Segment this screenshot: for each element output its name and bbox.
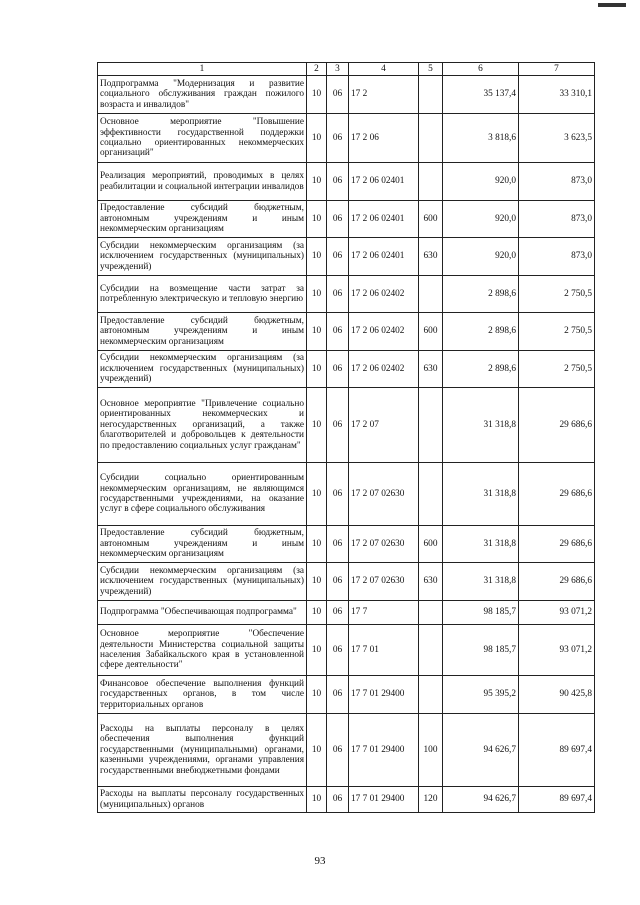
subsection-code: 06: [327, 563, 349, 601]
subsection-code: 06: [327, 276, 349, 313]
target-article-code: 17 2 06 02401: [349, 163, 419, 201]
expense-type-code: 630: [419, 238, 443, 276]
amount-col7: 89 697,4: [519, 714, 595, 787]
expense-type-code: 630: [419, 563, 443, 601]
section-code: 10: [307, 463, 327, 526]
amount-col7: 90 425,8: [519, 676, 595, 714]
amount-col6: 98 185,7: [443, 601, 519, 625]
expense-type-code: 120: [419, 787, 443, 813]
table-row: [98, 238, 595, 276]
row-name: Реализация мероприятий, проводимых в целях реабилитации и социальной интеграции инвалидов: [98, 163, 307, 201]
amount-col7: 29 686,6: [519, 526, 595, 563]
target-article-code: 17 2 06 02402: [349, 351, 419, 388]
table-row: [98, 313, 595, 351]
amount-col7: 873,0: [519, 201, 595, 238]
column-number-row: [98, 63, 595, 76]
table-row: [98, 163, 595, 201]
amount-col6: 95 395,2: [443, 676, 519, 714]
expense-type-code: [419, 76, 443, 114]
amount-col6: 2 898,6: [443, 276, 519, 313]
subsection-code: 06: [327, 601, 349, 625]
table-row: [98, 351, 595, 388]
column-header-7: 7: [519, 63, 595, 76]
table-row: [98, 601, 595, 625]
subsection-code: 06: [327, 351, 349, 388]
table-row: [98, 676, 595, 714]
row-name: Расходы на выплаты персоналу государственных (муниципальных) органов: [98, 787, 307, 813]
amount-col7: 3 623,5: [519, 114, 595, 163]
target-article-code: 17 2 07 02630: [349, 463, 419, 526]
table-row: [98, 276, 595, 313]
section-code: 10: [307, 313, 327, 351]
subsection-code: 06: [327, 526, 349, 563]
table-row: [98, 625, 595, 676]
expense-type-code: [419, 163, 443, 201]
amount-col6: 31 318,8: [443, 388, 519, 463]
amount-col6: 98 185,7: [443, 625, 519, 676]
amount-col7: 2 750,5: [519, 276, 595, 313]
target-article-code: 17 2 06 02401: [349, 201, 419, 238]
subsection-code: 06: [327, 388, 349, 463]
table-row: [98, 714, 595, 787]
amount-col6: 94 626,7: [443, 787, 519, 813]
row-name: Подпрограмма "Обеспечивающая подпрограмма": [98, 601, 307, 625]
subsection-code: 06: [327, 313, 349, 351]
table-row: [98, 563, 595, 601]
row-name: Субсидии на возмещение части затрат за потребленную электрическую и тепловую энергию: [98, 276, 307, 313]
subsection-code: 06: [327, 714, 349, 787]
row-name: Субсидии некоммерческим организациям (за исключением государственных (муниципальных) учреждений): [98, 563, 307, 601]
expense-type-code: 100: [419, 714, 443, 787]
amount-col7: 29 686,6: [519, 388, 595, 463]
budget-table: [97, 62, 595, 813]
row-name: Предоставление субсидий бюджетным, автономным учреждениям и иным некоммерческим организациям: [98, 526, 307, 563]
subsection-code: 06: [327, 163, 349, 201]
row-name: Подпрограмма "Модернизация и развитие социального обслуживания граждан пожилого возраста и инвалидов": [98, 76, 307, 114]
amount-col7: 29 686,6: [519, 563, 595, 601]
amount-col7: 2 750,5: [519, 313, 595, 351]
table-row: [98, 114, 595, 163]
expense-type-code: [419, 114, 443, 163]
amount-col6: 920,0: [443, 238, 519, 276]
subsection-code: 06: [327, 114, 349, 163]
column-header-3: 3: [327, 63, 349, 76]
target-article-code: 17 2 06 02402: [349, 276, 419, 313]
target-article-code: 17 7 01: [349, 625, 419, 676]
amount-col7: 93 071,2: [519, 601, 595, 625]
row-name: Основное мероприятие "Обеспечение деятельности Министерства социальной защиты населения Забайкальского края в установленной сфере деятельности": [98, 625, 307, 676]
amount-col7: 2 750,5: [519, 351, 595, 388]
expense-type-code: [419, 276, 443, 313]
section-code: 10: [307, 114, 327, 163]
target-article-code: 17 2 06 02402: [349, 313, 419, 351]
amount-col6: 920,0: [443, 201, 519, 238]
row-name: Основное мероприятие "Привлечение социально ориентированных некоммерческих и негосударственных организаций, а также благотворителей и добровольцев к деятельности по предоставлению социальных услуг гражданам": [98, 388, 307, 463]
amount-col6: 920,0: [443, 163, 519, 201]
amount-col7: 873,0: [519, 238, 595, 276]
section-code: 10: [307, 351, 327, 388]
amount-col6: 31 318,8: [443, 563, 519, 601]
target-article-code: 17 7 01 29400: [349, 714, 419, 787]
amount-col6: 2 898,6: [443, 313, 519, 351]
section-code: 10: [307, 563, 327, 601]
section-code: 10: [307, 388, 327, 463]
target-article-code: 17 2 07 02630: [349, 563, 419, 601]
amount-col6: 3 818,6: [443, 114, 519, 163]
amount-col6: 94 626,7: [443, 714, 519, 787]
subsection-code: 06: [327, 676, 349, 714]
row-name: Предоставление субсидий бюджетным, автономным учреждениям и иным некоммерческим организациям: [98, 201, 307, 238]
target-article-code: 17 7 01 29400: [349, 676, 419, 714]
expense-type-code: [419, 463, 443, 526]
table-row: [98, 526, 595, 563]
section-code: 10: [307, 238, 327, 276]
page-number: 93: [314, 855, 326, 867]
amount-col6: 35 137,4: [443, 76, 519, 114]
target-article-code: 17 2 06: [349, 114, 419, 163]
table-row: [98, 388, 595, 463]
row-name: Расходы на выплаты персоналу в целях обеспечения выполнения функций государственными (муниципальными) органами, казенными учреждениями, органами управления государственными внебюджетными фондами: [98, 714, 307, 787]
target-article-code: 17 2: [349, 76, 419, 114]
target-article-code: 17 2 06 02401: [349, 238, 419, 276]
column-header-5: 5: [419, 63, 443, 76]
column-header-2: 2: [307, 63, 327, 76]
column-header-6: 6: [443, 63, 519, 76]
expense-type-code: 600: [419, 526, 443, 563]
row-name: Основное мероприятие "Повышение эффективности государственной поддержки социально ориентированных некоммерческих организаций": [98, 114, 307, 163]
subsection-code: 06: [327, 463, 349, 526]
subsection-code: 06: [327, 201, 349, 238]
row-name: Субсидии социально ориентированным некоммерческим организациям, не являющимся государственными учреждениями, на оказание услуг в сфере социального обслуживания: [98, 463, 307, 526]
target-article-code: 17 7: [349, 601, 419, 625]
expense-type-code: 600: [419, 201, 443, 238]
section-code: 10: [307, 714, 327, 787]
expense-type-code: [419, 676, 443, 714]
section-code: 10: [307, 201, 327, 238]
top-edge-mark: [598, 3, 626, 7]
section-code: 10: [307, 601, 327, 625]
section-code: 10: [307, 625, 327, 676]
table-row: [98, 463, 595, 526]
column-header-4: 4: [349, 63, 419, 76]
subsection-code: 06: [327, 625, 349, 676]
table-row: [98, 787, 595, 813]
subsection-code: 06: [327, 238, 349, 276]
expense-type-code: 600: [419, 313, 443, 351]
section-code: 10: [307, 787, 327, 813]
section-code: 10: [307, 76, 327, 114]
row-name: Предоставление субсидий бюджетным, автономным учреждениям и иным некоммерческим организациям: [98, 313, 307, 351]
target-article-code: 17 7 01 29400: [349, 787, 419, 813]
column-header-1: 1: [98, 63, 307, 76]
target-article-code: 17 2 07 02630: [349, 526, 419, 563]
row-name: Финансовое обеспечение выполнения функций государственных органов, в том числе территориальных органов: [98, 676, 307, 714]
expense-type-code: 630: [419, 351, 443, 388]
amount-col7: 89 697,4: [519, 787, 595, 813]
amount-col7: 873,0: [519, 163, 595, 201]
row-name: Субсидии некоммерческим организациям (за исключением государственных (муниципальных) учреждений): [98, 351, 307, 388]
section-code: 10: [307, 276, 327, 313]
table-row: [98, 201, 595, 238]
amount-col6: 31 318,8: [443, 526, 519, 563]
target-article-code: 17 2 07: [349, 388, 419, 463]
section-code: 10: [307, 163, 327, 201]
expense-type-code: [419, 388, 443, 463]
row-name: Субсидии некоммерческим организациям (за исключением государственных (муниципальных) учреждений): [98, 238, 307, 276]
amount-col7: 93 071,2: [519, 625, 595, 676]
amount-col7: 33 310,1: [519, 76, 595, 114]
section-code: 10: [307, 526, 327, 563]
subsection-code: 06: [327, 787, 349, 813]
amount-col6: 31 318,8: [443, 463, 519, 526]
amount-col7: 29 686,6: [519, 463, 595, 526]
expense-type-code: [419, 625, 443, 676]
expense-type-code: [419, 601, 443, 625]
table-row: [98, 76, 595, 114]
section-code: 10: [307, 676, 327, 714]
amount-col6: 2 898,6: [443, 351, 519, 388]
subsection-code: 06: [327, 76, 349, 114]
